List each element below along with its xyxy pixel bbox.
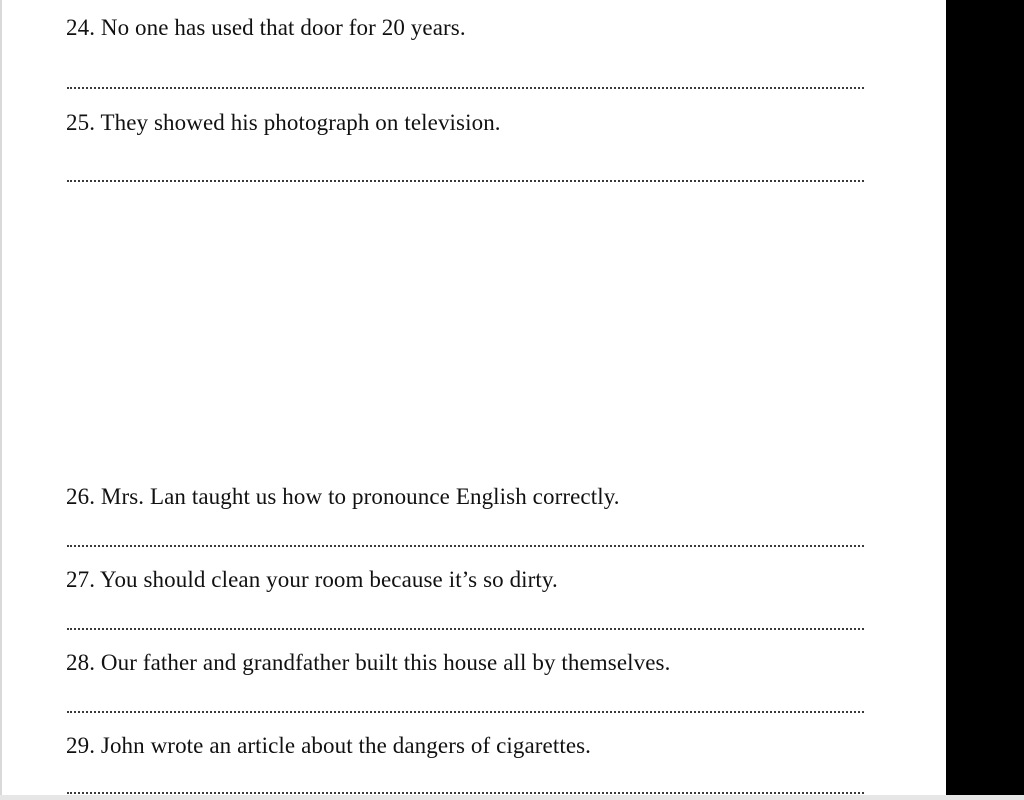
exercise-sentence: 27. You should clean your room because it’s so dirty. <box>66 567 558 592</box>
answer-line[interactable] <box>67 180 864 182</box>
exercise-item-29 <box>66 733 866 759</box>
exercise-item-27 <box>66 567 866 593</box>
answer-line[interactable] <box>67 545 864 547</box>
answer-line[interactable] <box>67 87 864 89</box>
answer-line[interactable] <box>67 792 864 794</box>
exercise-sentence: 25. They showed his photograph on television. <box>66 110 501 135</box>
exercise-sentence: 28. Our father and grandfather built this house all by themselves. <box>66 650 671 675</box>
exercise-sentence: 26. Mrs. Lan taught us how to pronounce English correctly. <box>66 484 620 509</box>
exercise-item-24 <box>66 15 866 41</box>
page-edge <box>0 0 2 800</box>
answer-line[interactable] <box>67 628 864 630</box>
exercise-item-28 <box>66 650 866 676</box>
exercise-sentence: 29. John wrote an article about the dangers of cigarettes. <box>66 733 592 758</box>
answer-line[interactable] <box>67 711 864 713</box>
exercise-sentence: 24. No one has used that door for 20 years. <box>66 15 466 40</box>
viewer-bottom-edge <box>0 795 1024 800</box>
exercise-item-25 <box>66 110 866 136</box>
exercise-item-26 <box>66 484 866 510</box>
